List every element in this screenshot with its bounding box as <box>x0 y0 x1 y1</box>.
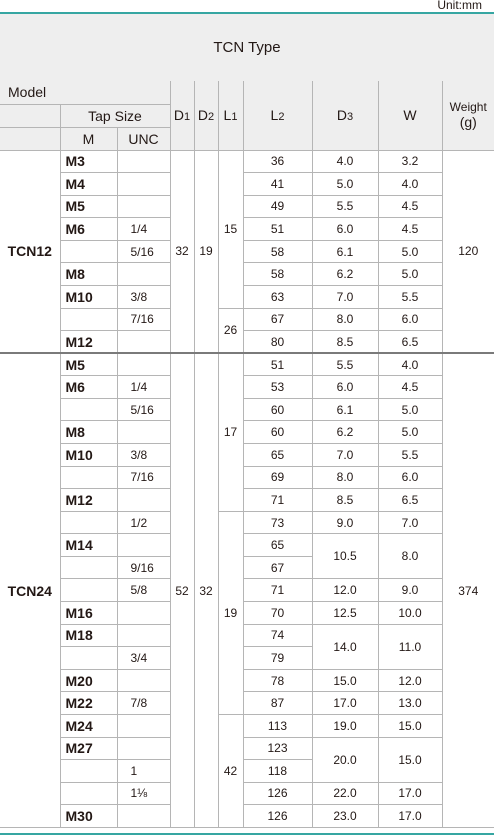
tap-size-unc <box>117 150 170 173</box>
tap-size-m <box>60 556 117 579</box>
tap-size-unc: 1/2 <box>117 511 170 534</box>
l2-value: 58 <box>243 240 312 263</box>
w-value: 6.5 <box>378 489 442 512</box>
l1-value: 15 <box>218 150 243 308</box>
d3-value: 7.0 <box>312 285 378 308</box>
tap-size-m <box>60 579 117 602</box>
table-title <box>0 14 494 81</box>
w-value: 6.0 <box>378 466 442 489</box>
d3-value: 6.0 <box>312 376 378 399</box>
tap-size-unc <box>117 534 170 557</box>
l2-value: 87 <box>243 692 312 715</box>
l1-value: 19 <box>218 511 243 714</box>
w-value: 4.0 <box>378 173 442 196</box>
l2-value: 74 <box>243 624 312 647</box>
tap-size-m: M8 <box>60 263 117 286</box>
l2-value: 58 <box>243 263 312 286</box>
title-text: TCN Type <box>213 39 281 56</box>
l1-value: 17 <box>218 353 243 511</box>
header-d1: D1 <box>170 81 194 150</box>
tap-size-unc: 1/4 <box>117 376 170 399</box>
tap-size-unc <box>117 421 170 444</box>
tap-size-m: M5 <box>60 195 117 218</box>
table-row <box>0 624 494 647</box>
header-d3: D3 <box>312 81 378 150</box>
l2-value: 79 <box>243 647 312 670</box>
tap-size-unc: 3/8 <box>117 285 170 308</box>
d3-value: 5.5 <box>312 353 378 376</box>
tap-size-unc: 5/16 <box>117 240 170 263</box>
model-name: TCN12 <box>0 150 60 353</box>
table-row <box>0 805 494 828</box>
table-row <box>0 602 494 625</box>
w-value: 17.0 <box>378 782 442 805</box>
tap-size-m: M27 <box>60 737 117 760</box>
table-row <box>0 308 494 331</box>
table-row <box>0 195 494 218</box>
tap-size-m <box>60 647 117 670</box>
table-row <box>0 173 494 196</box>
table-row <box>0 398 494 421</box>
tap-size-m: M20 <box>60 669 117 692</box>
header-unc: UNC <box>117 127 170 150</box>
header-l1: L1 <box>218 81 243 150</box>
l2-value: 80 <box>243 331 312 354</box>
tap-size-m <box>60 760 117 783</box>
header-d2: D2 <box>194 81 218 150</box>
tap-size-unc <box>117 263 170 286</box>
table-row <box>0 579 494 602</box>
table-row <box>0 331 494 354</box>
tap-size-m <box>60 466 117 489</box>
w-value: 4.5 <box>378 195 442 218</box>
w-value: 5.0 <box>378 263 442 286</box>
w-value: 4.5 <box>378 376 442 399</box>
l2-value: 53 <box>243 376 312 399</box>
table-row <box>0 150 494 173</box>
l2-value: 78 <box>243 669 312 692</box>
l2-value: 118 <box>243 760 312 783</box>
w-value: 5.0 <box>378 240 442 263</box>
tap-size-m: M22 <box>60 692 117 715</box>
d3-value: 14.0 <box>312 624 378 669</box>
w-value: 6.5 <box>378 331 442 354</box>
table-header <box>0 81 494 150</box>
w-value: 7.0 <box>378 511 442 534</box>
tap-size-m <box>60 782 117 805</box>
table-row <box>0 692 494 715</box>
header-model: Model <box>0 81 170 104</box>
w-value: 12.0 <box>378 669 442 692</box>
d3-value: 5.0 <box>312 173 378 196</box>
table-row <box>0 534 494 557</box>
w-value: 4.5 <box>378 218 442 241</box>
l2-value: 70 <box>243 602 312 625</box>
d3-value: 6.2 <box>312 263 378 286</box>
tap-size-m: M10 <box>60 285 117 308</box>
tap-size-unc: 3/4 <box>117 647 170 670</box>
tap-size-m: M3 <box>60 150 117 173</box>
d3-value: 8.0 <box>312 308 378 331</box>
table-row <box>0 511 494 534</box>
d3-value: 7.0 <box>312 444 378 467</box>
d3-value: 17.0 <box>312 692 378 715</box>
tap-size-m <box>60 308 117 331</box>
tap-size-unc <box>117 624 170 647</box>
d2-value: 32 <box>194 353 218 827</box>
table-row <box>0 489 494 512</box>
d3-value: 4.0 <box>312 150 378 173</box>
tap-size-unc <box>117 737 170 760</box>
l2-value: 41 <box>243 173 312 196</box>
weight-value: 374 <box>442 353 494 827</box>
tap-size-unc: 1 <box>117 760 170 783</box>
d3-value: 8.5 <box>312 331 378 354</box>
l2-value: 51 <box>243 218 312 241</box>
tap-size-m: M12 <box>60 331 117 354</box>
tap-size-unc: 5/8 <box>117 579 170 602</box>
tap-size-m: M18 <box>60 624 117 647</box>
w-value: 5.0 <box>378 421 442 444</box>
d3-value: 6.1 <box>312 398 378 421</box>
tap-size-unc: 1/4 <box>117 218 170 241</box>
d3-value: 6.1 <box>312 240 378 263</box>
unit-label: Unit:mm <box>437 0 482 12</box>
tap-size-unc <box>117 353 170 376</box>
tap-size-m <box>60 511 117 534</box>
tap-size-m: M16 <box>60 602 117 625</box>
w-value: 10.0 <box>378 602 442 625</box>
tap-size-unc <box>117 714 170 737</box>
d3-value: 12.0 <box>312 579 378 602</box>
l1-value: 42 <box>218 714 243 827</box>
tap-size-m: M5 <box>60 353 117 376</box>
d1-value: 32 <box>170 150 194 353</box>
l2-value: 71 <box>243 489 312 512</box>
model-name: TCN24 <box>0 353 60 827</box>
table-row <box>0 421 494 444</box>
d3-value: 23.0 <box>312 805 378 828</box>
d3-value: 10.5 <box>312 534 378 579</box>
tap-size-unc <box>117 489 170 512</box>
w-value: 8.0 <box>378 534 442 579</box>
d3-value: 15.0 <box>312 669 378 692</box>
tap-size-unc: 3/8 <box>117 444 170 467</box>
l2-value: 49 <box>243 195 312 218</box>
d3-value: 22.0 <box>312 782 378 805</box>
spec-table <box>0 81 494 828</box>
w-value: 5.5 <box>378 285 442 308</box>
group-tcn24 <box>0 353 494 827</box>
tap-size-m: M8 <box>60 421 117 444</box>
group-tcn12 <box>0 150 494 353</box>
d2-value: 19 <box>194 150 218 353</box>
table-row <box>0 240 494 263</box>
l2-value: 69 <box>243 466 312 489</box>
table-row <box>0 218 494 241</box>
tap-size-m: M14 <box>60 534 117 557</box>
table-row <box>0 737 494 760</box>
d3-value: 6.2 <box>312 421 378 444</box>
l2-value: 123 <box>243 737 312 760</box>
l2-value: 67 <box>243 308 312 331</box>
d3-value: 9.0 <box>312 511 378 534</box>
w-value: 15.0 <box>378 714 442 737</box>
tap-size-unc: 1⅛ <box>117 782 170 805</box>
header-weight: Weight (g) <box>442 81 494 150</box>
tap-size-unc <box>117 669 170 692</box>
header-w: W <box>378 81 442 150</box>
header-tap-size: Tap Size <box>60 104 170 127</box>
tap-size-unc: 5/16 <box>117 398 170 421</box>
l2-value: 60 <box>243 421 312 444</box>
w-value: 5.0 <box>378 398 442 421</box>
tap-size-m: M24 <box>60 714 117 737</box>
tap-size-m: M12 <box>60 489 117 512</box>
tap-size-m: M30 <box>60 805 117 828</box>
l2-value: 65 <box>243 534 312 557</box>
header-m: M <box>60 127 117 150</box>
d3-value: 20.0 <box>312 737 378 782</box>
table-row <box>0 376 494 399</box>
w-value: 5.5 <box>378 444 442 467</box>
w-value: 4.0 <box>378 353 442 376</box>
l2-value: 36 <box>243 150 312 173</box>
l2-value: 60 <box>243 398 312 421</box>
l2-value: 73 <box>243 511 312 534</box>
tap-size-unc: 7/16 <box>117 308 170 331</box>
w-value: 11.0 <box>378 624 442 669</box>
d3-value: 5.5 <box>312 195 378 218</box>
w-value: 6.0 <box>378 308 442 331</box>
w-value: 9.0 <box>378 579 442 602</box>
l2-value: 65 <box>243 444 312 467</box>
d3-value: 6.0 <box>312 218 378 241</box>
w-value: 13.0 <box>378 692 442 715</box>
l2-value: 51 <box>243 353 312 376</box>
d3-value: 19.0 <box>312 714 378 737</box>
table-row <box>0 444 494 467</box>
l2-value: 126 <box>243 805 312 828</box>
tap-size-unc <box>117 195 170 218</box>
table-row <box>0 263 494 286</box>
d3-value: 8.0 <box>312 466 378 489</box>
l2-value: 63 <box>243 285 312 308</box>
w-value: 15.0 <box>378 737 442 782</box>
tap-size-unc <box>117 805 170 828</box>
tap-size-m: M6 <box>60 376 117 399</box>
l2-value: 126 <box>243 782 312 805</box>
tap-size-m <box>60 398 117 421</box>
tap-size-unc <box>117 331 170 354</box>
table-row <box>0 466 494 489</box>
tap-size-m <box>60 240 117 263</box>
l1-value: 26 <box>218 308 243 353</box>
tap-size-unc: 7/16 <box>117 466 170 489</box>
header-l2: L2 <box>243 81 312 150</box>
weight-value: 120 <box>442 150 494 353</box>
l2-value: 67 <box>243 556 312 579</box>
tap-size-unc <box>117 602 170 625</box>
table-row <box>0 669 494 692</box>
d3-value: 12.5 <box>312 602 378 625</box>
d1-value: 52 <box>170 353 194 827</box>
table-row <box>0 782 494 805</box>
tap-size-m: M10 <box>60 444 117 467</box>
tap-size-unc: 9/16 <box>117 556 170 579</box>
w-value: 3.2 <box>378 150 442 173</box>
w-value: 17.0 <box>378 805 442 828</box>
l2-value: 113 <box>243 714 312 737</box>
l2-value: 71 <box>243 579 312 602</box>
tap-size-unc: 7/8 <box>117 692 170 715</box>
d3-value: 8.5 <box>312 489 378 512</box>
table-row <box>0 285 494 308</box>
tap-size-m: M6 <box>60 218 117 241</box>
table-row <box>0 353 494 376</box>
tap-size-m: M4 <box>60 173 117 196</box>
tap-size-unc <box>117 173 170 196</box>
table-row <box>0 714 494 737</box>
